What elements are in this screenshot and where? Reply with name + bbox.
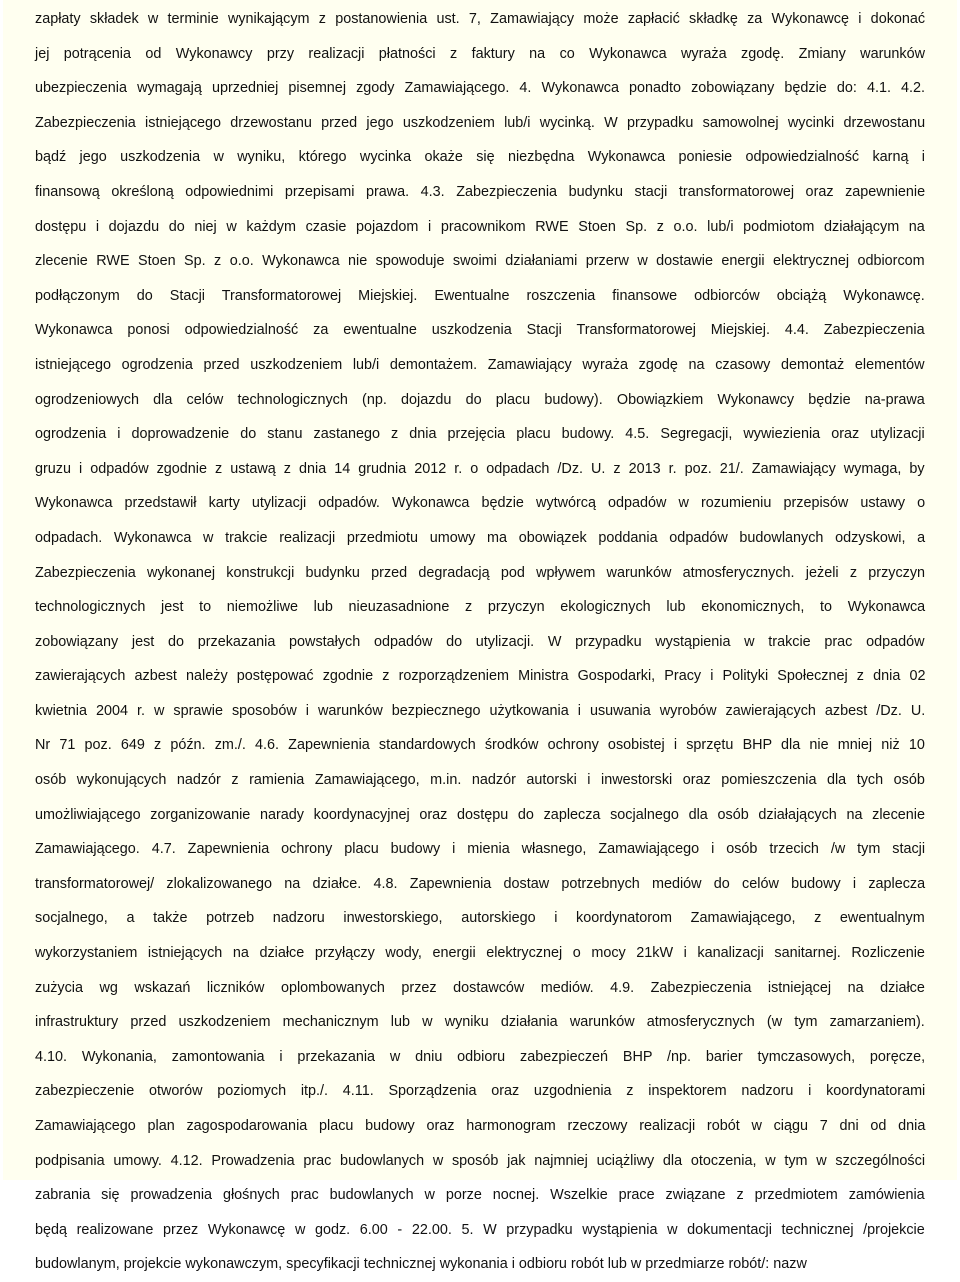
text-line: kwietnia 2004 r. w sprawie sposobów i warunków bezpiecznego użytkowania i usuwania wyrobów zawierających azbest /Dz. U. bbox=[35, 702, 926, 719]
text-line: zawierających azbest należy postępować zgodnie z rozporządzeniem Ministra Gospodarki, Pracy i Polityki Społecznej z dnia 02 bbox=[35, 668, 926, 685]
text-line: zabezpieczenie otworów poziomych itp./. 4.11. Sporządzenia oraz uzgodnienia z inspektorem nadzoru i koordynatorami bbox=[35, 1083, 926, 1100]
text-line: podłączonym do Stacji Transformatorowej Miejskiej. Ewentualne roszczenia finansowe odbiorców obciążą Wykonawcę. bbox=[35, 287, 925, 304]
text-line: istniejącego ogrodzenia przed uszkodzeniem lub/i demontażem. Zamawiający wyraża zgodę na czasowy demontaż elementów bbox=[35, 356, 925, 373]
document-body bbox=[35, 2, 925, 1282]
text-line: zużycia wg wskazań liczników oplombowanych przez dostawców mediów. 4.9. Zabezpieczenia istniejącej na działce bbox=[35, 979, 925, 996]
text-line: Zabezpieczenia istniejącego drzewostanu przed jego uszkodzeniem lub/i wycinką. W przypadku samowolnej wycinki drzewostanu bbox=[35, 114, 926, 131]
text-line: jej potrącenia od Wykonawcy przy realizacji płatności z faktury na co Wykonawca wyraża zgodę. Zmiany warunków bbox=[35, 45, 925, 62]
text-line: osób wykonujących nadzór z ramienia Zamawiającego, m.in. nadzór autorski i inwestorski oraz pomieszczenia dla tych osób bbox=[35, 772, 925, 789]
text-line: zabrania się prowadzenia głośnych prac budowlanych w porze nocnej. Wszelkie prace związane z przedmiotem zamówienia bbox=[35, 1187, 925, 1204]
text-line: gruzu i odpadów zgodnie z ustawą z dnia 14 grudnia 2012 r. o odpadach /Dz. U. z 2013 r. poz. 21/. Zamawiający wymaga, by bbox=[35, 460, 925, 477]
text-line: ubezpieczenia wymagają uprzedniej pisemnej zgody Zamawiającego. 4. Wykonawca ponadto zobowiązany będzie do: 4.1. 4.2. bbox=[35, 80, 926, 97]
text-line: wykorzystaniem istniejących na działce przyłączy wody, energii elektrycznej o mocy 21kW i kanalizacji sanitarnej. Rozliczenie bbox=[35, 945, 925, 962]
text-line: technologicznych jest to niemożliwe lub nieuzasadnione z przyczyn ekologicznych lub ekonomicznych, to Wykonawca bbox=[35, 599, 926, 616]
text-line: podpisania umowy. 4.12. Prowadzenia prac budowlanych w sposób jak najmniej uciążliwy dla otoczenia, w tym w szczególności bbox=[35, 1152, 926, 1169]
text-line: Wykonawca przedstawił karty utylizacji odpadów. Wykonawca będzie wytwórcą odpadów w rozumieniu przepisów ustawy o bbox=[35, 495, 926, 512]
text-line: Nr 71 poz. 649 z późn. zm./. 4.6. Zapewnienia standardowych środków ochrony osobistej i sprzętu BHP dla nie mniej niż 10 bbox=[35, 737, 925, 754]
text-line: umożliwiającego zorganizowanie narady koordynacyjnej oraz dostępu do zaplecza socjalnego dla osób działających na zlecenie bbox=[35, 806, 925, 823]
text-line: transformatorowej/ zlokalizowanego na działce. 4.8. Zapewnienia dostaw potrzebnych mediów do celów budowy i zaplecza bbox=[35, 875, 926, 892]
text-line: zlecenie RWE Stoen Sp. z o.o. Wykonawca nie spowoduje swoimi działaniami przerw w dostawie energii elektrycznej odbiorcom bbox=[35, 253, 925, 270]
text-line: ogrodzenia i doprowadzenie do stanu zastanego z dnia przejęcia placu budowy. 4.5. Segregacji, wywiezienia oraz utylizacji bbox=[35, 426, 925, 443]
text-line: Wykonawca ponosi odpowiedzialność za ewentualne uszkodzenia Stacji Transformatorowej Miejskiej. 4.4. Zabezpieczenia bbox=[35, 322, 925, 339]
text-line: zapłaty składek w terminie wynikającym z postanowienia ust. 7, Zamawiający może zapłacić składkę za Wykonawcę i dokonać bbox=[35, 11, 926, 27]
text-line: będą realizowane przez Wykonawcę w godz. 6.00 - 22.00. 5. W przypadku wystąpienia w dokumentacji technicznej /projekcie bbox=[35, 1221, 925, 1238]
text-line: socjalnego, a także potrzeb nadzoru inwestorskiego, autorskiego i koordynatorom Zamawiającego, z ewentualnym bbox=[35, 910, 925, 927]
text-line: Zamawiającego. 4.7. Zapewnienia ochrony placu budowy i mienia własnego, Zamawiającego i osób trzecich /w tym stacji bbox=[35, 841, 926, 858]
text-line: Zamawiającego plan zagospodarowania placu budowy oraz harmonogram rzeczowy realizacji robót w ciągu 7 dni od dnia bbox=[35, 1118, 926, 1134]
text-line: budowlanym, projekcie wykonawczym, specyfikacji technicznej wykonania i odbioru robót lub w przedmiarze robót/: nazw bbox=[35, 1256, 807, 1273]
text-line: Zabezpieczenia wykonanej konstrukcji budynku przed degradacją pod wpływem warunków atmosferycznych. jeżeli z przyczyn bbox=[35, 564, 926, 581]
text-line: bądź jego uszkodzenia w wyniku, którego wycinka okaże się niezbędna Wykonawca poniesie odpowiedzialność karną i bbox=[35, 149, 926, 166]
text-line: 4.10. Wykonania, zamontowania i przekazania w dniu odbioru zabezpieczeń BHP /np. barier tymczasowych, poręcze, bbox=[35, 1048, 926, 1065]
text-line: ogrodzeniowych dla celów technologicznych (np. dojazdu do placu budowy). Obowiązkiem Wykonawcy będzie na-prawa bbox=[35, 391, 925, 408]
text-line: zobowiązany jest do przekazania powstałych odpadów do utylizacji. W przypadku wystąpienia w trakcie prac odpadów bbox=[35, 633, 925, 650]
document-page bbox=[3, 0, 957, 1273]
text-line: finansową określoną odpowiednimi przepisami prawa. 4.3. Zabezpieczenia budynku stacji transformatorowej oraz zapewnienie bbox=[35, 183, 926, 200]
text-line: dostępu i dojazdu do niej w każdym czasie pojazdom i pracownikom RWE Stoen Sp. z o.o. lub/i podmiotom działającym na bbox=[35, 218, 925, 235]
text-line: odpadach. Wykonawca w trakcie realizacji przedmiotu umowy ma obowiązek poddania odpadów budowlanych odzyskowi, a bbox=[35, 529, 926, 546]
text-line: infrastruktury przed uszkodzeniem mechanicznym lub w wyniku działania warunków atmosferycznych (w tym zamarzaniem). bbox=[35, 1014, 925, 1031]
